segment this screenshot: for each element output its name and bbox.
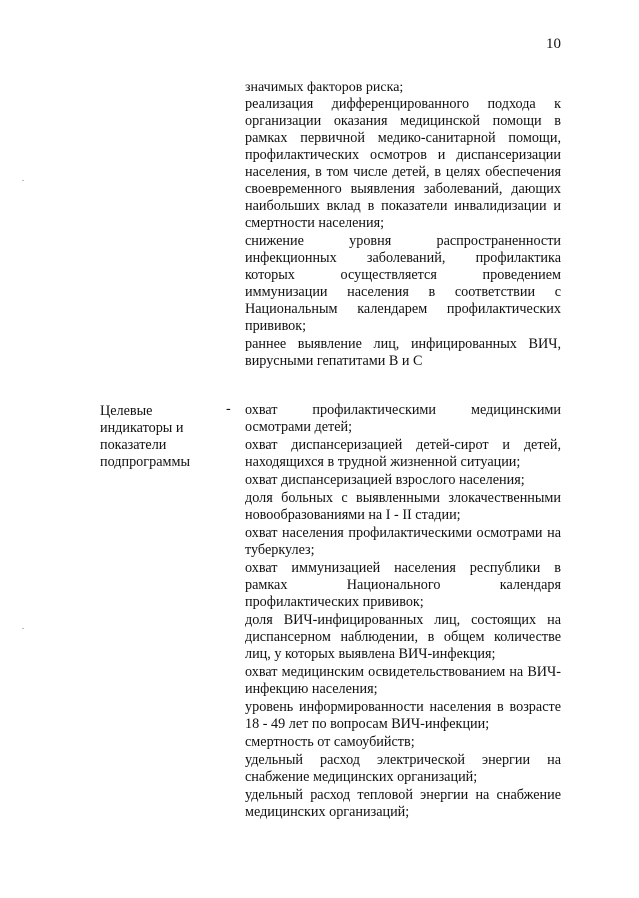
- indicator-paragraph: доля больных с выявленными злокачественными новообразованиями на I - II стадии;: [245, 490, 561, 523]
- indicator-paragraph: охват диспансеризацией детей-сирот и детей, находящихся в трудной жизненной ситуации;: [245, 437, 561, 470]
- goal-paragraph: раннее выявление лиц, инфицированных ВИЧ, вирусными гепатитами В и С: [245, 336, 561, 369]
- scan-speck: [22, 628, 24, 629]
- indicator-paragraph: охват иммунизацией населения республики в рамках Национального календаря профилактических прививок;: [245, 560, 561, 610]
- goal-paragraph: реализация дифференцированного подхода к организации оказания медицинской помощи в рамках первичной медико-санитарной помощи, профилактических осмотров и диспансеризации населения, в том числе детей, в целях обеспечения своевременного выявления заболеваний, дающих наибольших вклад в показатели инвалидизации и смертности населения;: [245, 96, 561, 231]
- indicator-paragraph: охват диспансеризацией взрослого населения;: [245, 472, 525, 488]
- section-label: Целевые индикаторы и показатели подпрограммы: [100, 403, 190, 470]
- page-number: 10: [546, 36, 561, 52]
- indicator-paragraph: охват профилактическими медицинскими осмотрами детей;: [245, 402, 561, 435]
- indicator-paragraph: смертность от самоубийств;: [245, 734, 415, 750]
- indicator-paragraph: уровень информированности населения в возрасте 18 - 49 лет по вопросам ВИЧ-инфекции;: [245, 699, 561, 732]
- indicator-paragraph: удельный расход тепловой энергии на снабжение медицинских организаций;: [245, 787, 561, 820]
- scan-speck: [22, 180, 24, 181]
- indicator-paragraph: доля ВИЧ-инфицированных лиц, состоящих на диспансерном наблюдении, в общем количестве лиц, у которых выявлена ВИЧ-инфекция;: [245, 612, 561, 662]
- indicator-paragraph: охват населения профилактическими осмотрами на туберкулез;: [245, 525, 561, 558]
- indicator-paragraph: охват медицинским освидетельствованием на ВИЧ-инфекцию населения;: [245, 664, 561, 697]
- indicators-block: [245, 402, 561, 821]
- continuation-line: значимых факторов риска;: [245, 80, 404, 95]
- goals-block: [245, 96, 561, 370]
- indicator-paragraph: удельный расход электрической энергии на снабжение медицинских организаций;: [245, 752, 561, 785]
- section-dash: -: [226, 401, 231, 417]
- goal-paragraph: снижение уровня распространенности инфекционных заболеваний, профилактика которых осуществляется проведением иммунизации населения в соответствии с Национальным календарем профилактических прививок;: [245, 233, 561, 334]
